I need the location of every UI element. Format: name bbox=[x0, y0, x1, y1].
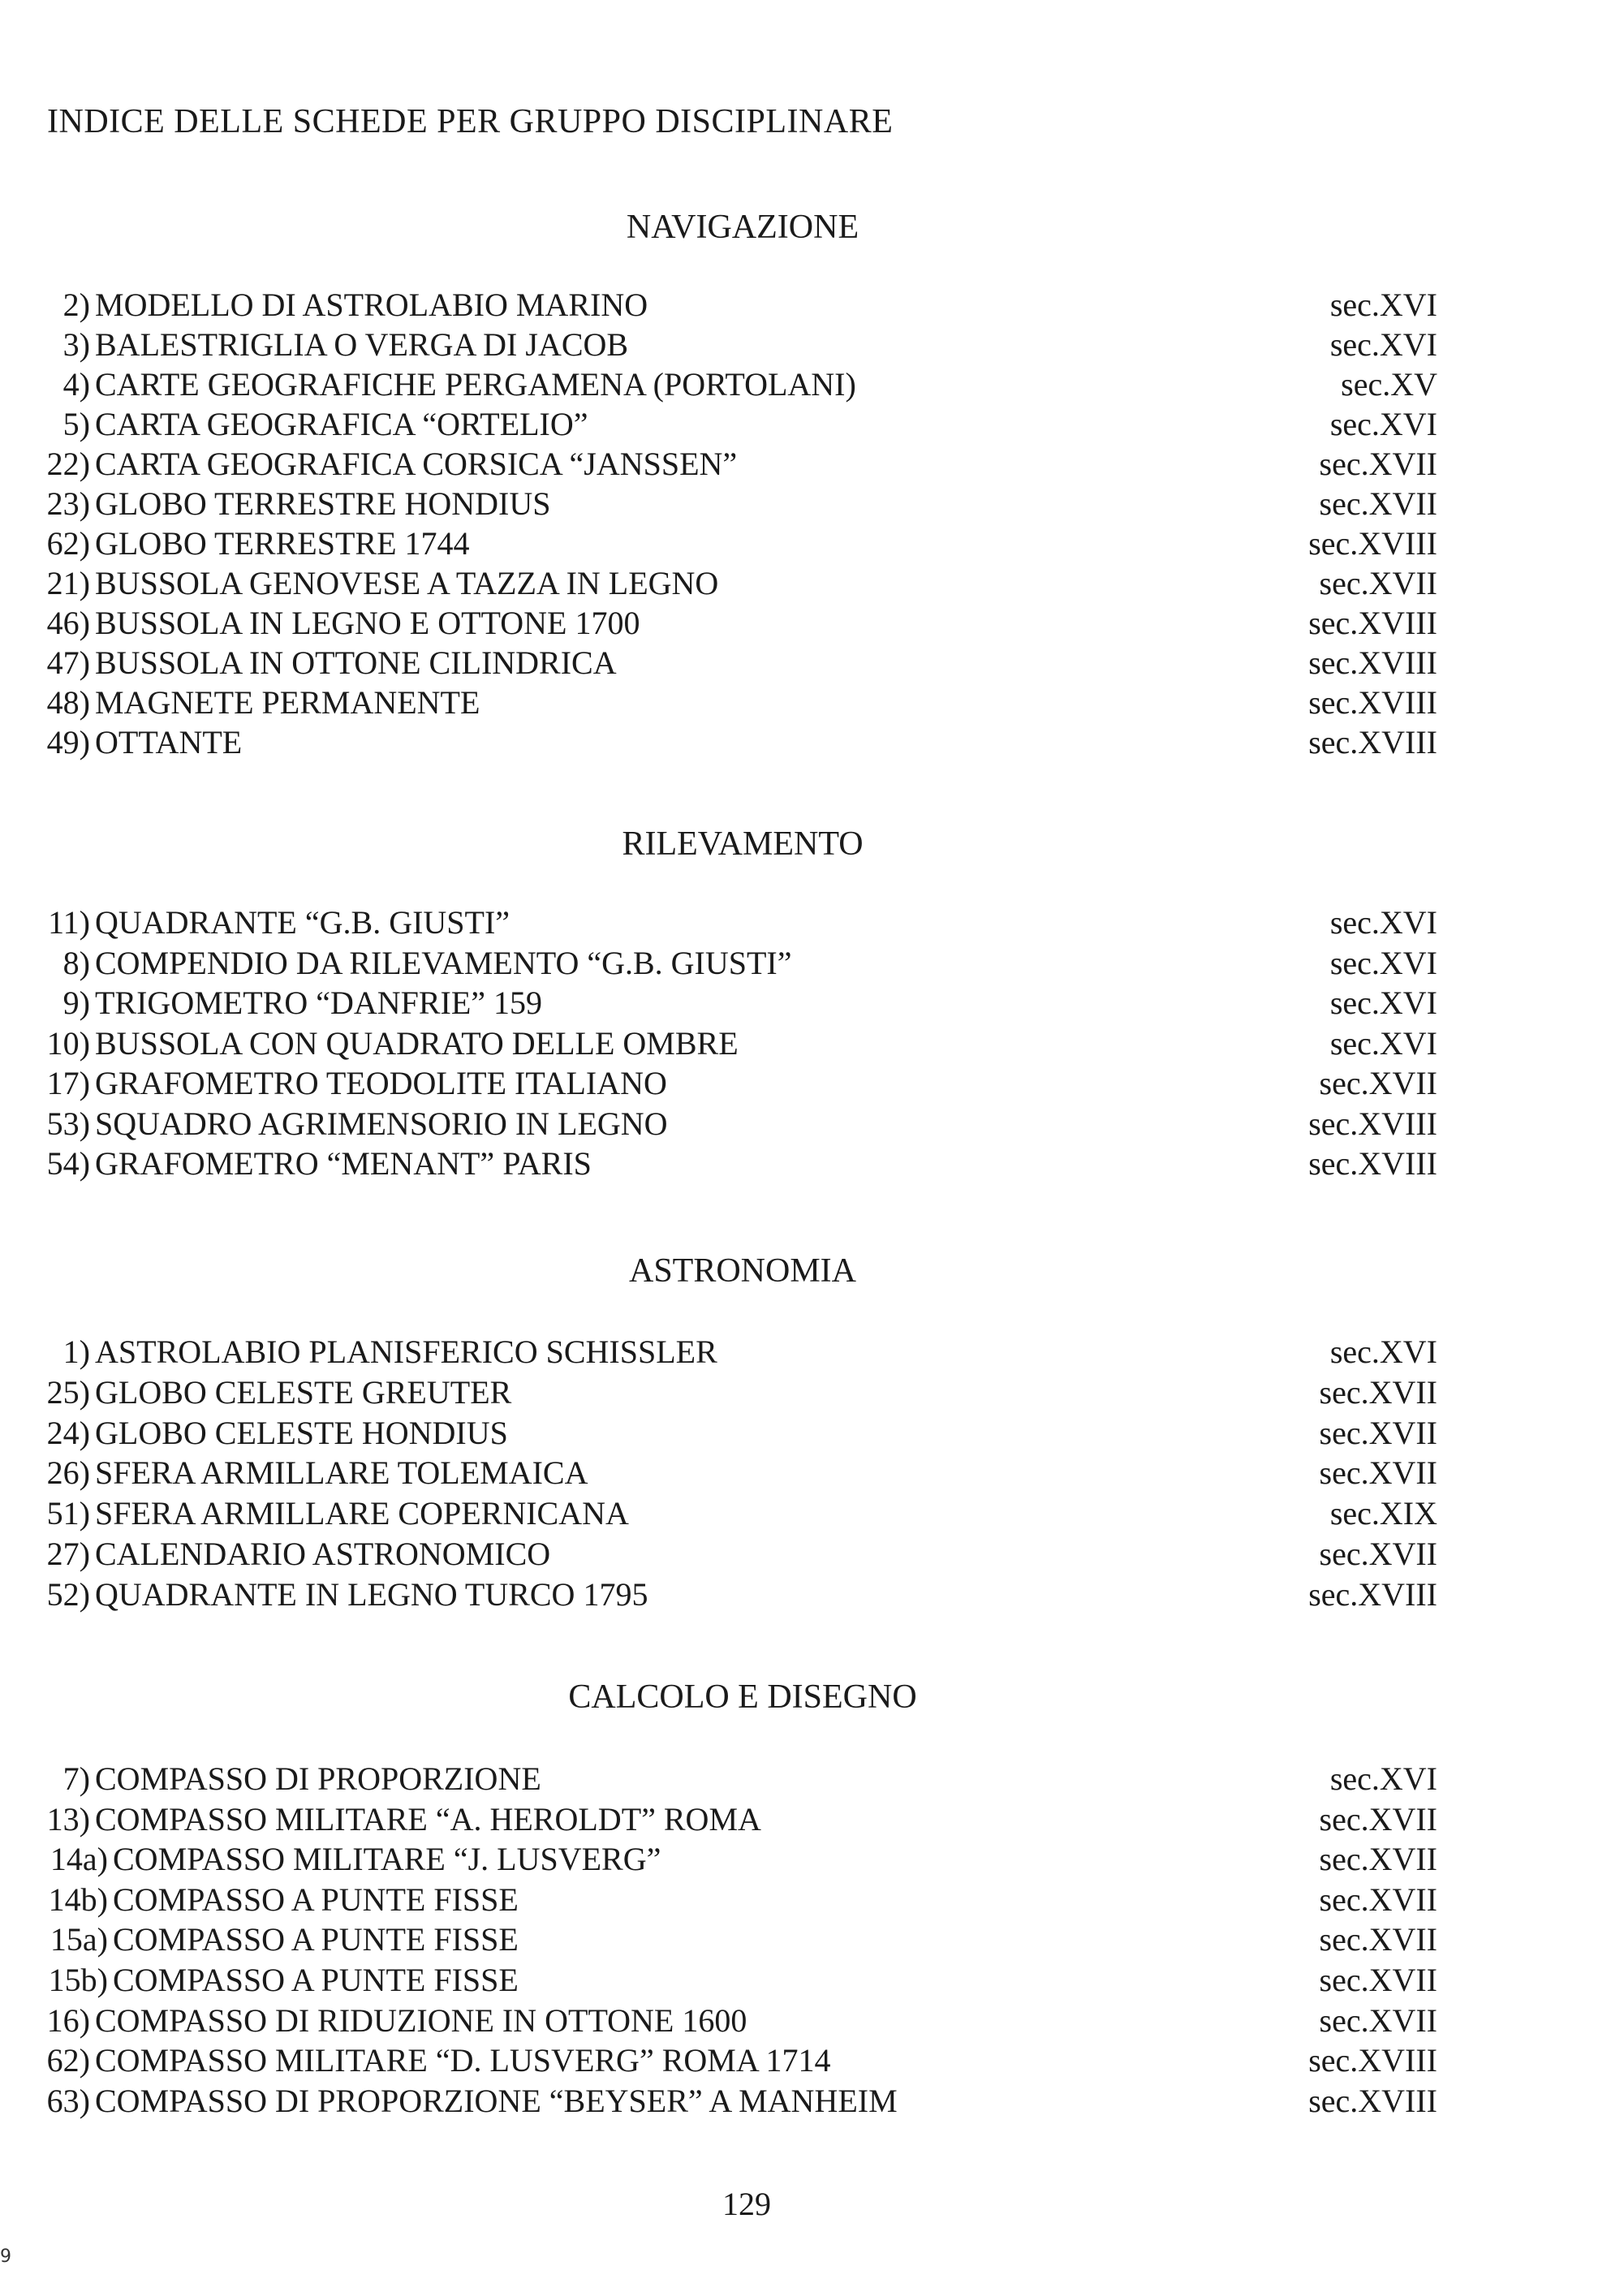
entry-number: 15a) bbox=[50, 1921, 108, 1958]
entry-number: 24) bbox=[46, 1414, 90, 1451]
index-entry bbox=[0, 1494, 1624, 1535]
entry-name: SFERA ARMILLARE TOLEMAICA bbox=[95, 1454, 588, 1492]
entry-name: CARTE GEOGRAFICHE PERGAMENA (PORTOLANI) bbox=[95, 366, 856, 403]
index-entry bbox=[0, 644, 1624, 684]
entry-name: GRAFOMETRO TEODOLITE ITALIANO bbox=[95, 1065, 667, 1101]
entry-number: 22) bbox=[46, 446, 90, 482]
entry-name: COMPASSO A PUNTE FISSE bbox=[113, 1962, 519, 1998]
entry-number: 9) bbox=[62, 984, 90, 1021]
entry-number: 2) bbox=[62, 286, 90, 323]
entry-number: 3) bbox=[62, 326, 90, 363]
entry-century: sec.XVI bbox=[1329, 904, 1437, 941]
entry-number: 48) bbox=[46, 684, 90, 721]
entry-century: sec.XVII bbox=[1319, 1962, 1437, 1998]
entry-name: COMPASSO A PUNTE FISSE bbox=[113, 1921, 519, 1958]
section-heading: NAVIGAZIONE bbox=[626, 209, 859, 246]
entry-century: sec.XVII bbox=[1319, 1414, 1437, 1451]
entry-century: sec.XVIII bbox=[1308, 1105, 1437, 1142]
entry-number: 51) bbox=[46, 1495, 90, 1532]
index-entry bbox=[0, 1414, 1624, 1454]
index-entry bbox=[0, 1535, 1624, 1575]
entry-century: sec.XVII bbox=[1319, 565, 1437, 601]
entry-name: COMPASSO MILITARE “D. LUSVERG” ROMA 1714 bbox=[95, 2042, 831, 2079]
index-entry bbox=[0, 944, 1624, 984]
entry-name: COMPENDIO DA RILEVAMENTO “G.B. GIUSTI” bbox=[95, 944, 792, 981]
index-entry bbox=[0, 524, 1624, 565]
index-entry bbox=[0, 1064, 1624, 1105]
entry-name: COMPASSO A PUNTE FISSE bbox=[113, 1881, 519, 1918]
entry-number: 8) bbox=[62, 944, 90, 981]
entry-century: sec.XVII bbox=[1319, 1800, 1437, 1837]
entry-century: sec.XVIII bbox=[1308, 1575, 1437, 1613]
index-entry bbox=[0, 365, 1624, 406]
index-entry bbox=[0, 1920, 1624, 1961]
entry-number: 54) bbox=[46, 1145, 90, 1182]
page-number: 129 bbox=[722, 2186, 771, 2222]
index-entry bbox=[0, 1024, 1624, 1065]
index-entry bbox=[0, 445, 1624, 485]
entry-number: 63) bbox=[46, 2082, 90, 2119]
entry-century: sec.XVII bbox=[1319, 1373, 1437, 1411]
entry-number: 25) bbox=[46, 1373, 90, 1411]
entry-number: 21) bbox=[46, 565, 90, 601]
entry-number: 27) bbox=[46, 1536, 90, 1572]
entry-number: 17) bbox=[46, 1065, 90, 1101]
entry-name: BUSSOLA GENOVESE A TAZZA IN LEGNO bbox=[95, 565, 719, 601]
entry-century: sec.XVIII bbox=[1308, 2042, 1437, 2079]
entry-century: sec.XVI bbox=[1329, 1760, 1437, 1797]
entry-name: BUSSOLA IN OTTONE CILINDRICA bbox=[95, 644, 617, 681]
entry-century: sec.XVII bbox=[1319, 1065, 1437, 1101]
index-entry bbox=[0, 325, 1624, 366]
entry-name: SFERA ARMILLARE COPERNICANA bbox=[95, 1495, 629, 1532]
index-entry bbox=[0, 604, 1624, 644]
entry-name: ASTROLABIO PLANISFERICO SCHISSLER bbox=[95, 1333, 717, 1370]
entry-name: SQUADRO AGRIMENSORIO IN LEGNO bbox=[95, 1105, 668, 1142]
entry-century: sec.XVIII bbox=[1308, 684, 1437, 721]
entry-name: CALENDARIO ASTRONOMICO bbox=[95, 1536, 551, 1572]
entry-name: GLOBO CELESTE HONDIUS bbox=[95, 1414, 508, 1451]
entry-name: GLOBO CELESTE GREUTER bbox=[95, 1373, 512, 1411]
entry-century: sec.XVI bbox=[1329, 1333, 1437, 1370]
index-entry bbox=[0, 2001, 1624, 2042]
entry-century: sec.XVII bbox=[1319, 485, 1437, 522]
entry-century: sec.XVI bbox=[1329, 286, 1437, 323]
entry-name: QUADRANTE “G.B. GIUSTI” bbox=[95, 904, 510, 941]
entry-number: 62) bbox=[46, 2042, 90, 2079]
index-entry bbox=[0, 1454, 1624, 1494]
section-heading: CALCOLO E DISEGNO bbox=[568, 1678, 917, 1716]
entry-number: 49) bbox=[46, 724, 90, 760]
entry-name: COMPASSO MILITARE “A. HEROLDT” ROMA bbox=[95, 1800, 761, 1837]
index-entry bbox=[0, 1800, 1624, 1841]
index-entry bbox=[0, 1961, 1624, 2001]
entry-name: QUADRANTE IN LEGNO TURCO 1795 bbox=[95, 1575, 648, 1613]
entry-number: 16) bbox=[46, 2001, 90, 2039]
entry-century: sec.XVI bbox=[1329, 1024, 1437, 1062]
index-entry bbox=[0, 723, 1624, 764]
entry-century: sec.XVIII bbox=[1308, 1145, 1437, 1182]
index-entry bbox=[0, 564, 1624, 605]
entry-century: sec.XVII bbox=[1319, 1536, 1437, 1572]
entry-name: COMPASSO DI PROPORZIONE bbox=[95, 1760, 541, 1797]
entry-number: 13) bbox=[46, 1800, 90, 1837]
entry-name: CARTA GEOGRAFICA “ORTELIO” bbox=[95, 406, 588, 442]
entry-number: 10) bbox=[46, 1024, 90, 1062]
index-entry bbox=[0, 1881, 1624, 1921]
entry-century: sec.XVII bbox=[1319, 1841, 1437, 1878]
index-entry bbox=[0, 1840, 1624, 1881]
index-entry bbox=[0, 984, 1624, 1024]
entry-number: 7) bbox=[62, 1760, 90, 1797]
index-entry bbox=[0, 1105, 1624, 1145]
entry-century: sec.XVI bbox=[1329, 984, 1437, 1021]
entry-century: sec.XVII bbox=[1319, 1454, 1437, 1492]
index-entry bbox=[0, 2041, 1624, 2082]
entry-number: 14b) bbox=[48, 1881, 108, 1918]
index-entry bbox=[0, 2082, 1624, 2122]
index-entry bbox=[0, 405, 1624, 446]
entry-century: sec.XVII bbox=[1319, 2001, 1437, 2039]
index-entry bbox=[0, 903, 1624, 944]
entry-century: sec.XVIII bbox=[1308, 2082, 1437, 2119]
index-entry bbox=[0, 1760, 1624, 1800]
entry-number: 15b) bbox=[48, 1962, 108, 1998]
index-entry bbox=[0, 1144, 1624, 1185]
entry-name: COMPASSO DI PROPORZIONE “BEYSER” A MANHEIM bbox=[95, 2082, 898, 2119]
entry-number: 26) bbox=[46, 1454, 90, 1492]
entry-century: sec.XV bbox=[1341, 366, 1437, 403]
entry-century: sec.XVI bbox=[1329, 406, 1437, 442]
index-entry bbox=[0, 286, 1624, 326]
entry-name: GLOBO TERRESTRE 1744 bbox=[95, 525, 470, 562]
page-title: INDICE DELLE SCHEDE PER GRUPPO DISCIPLINARE bbox=[47, 103, 894, 140]
entry-number: 46) bbox=[46, 605, 90, 641]
entry-name: MODELLO DI ASTROLABIO MARINO bbox=[95, 286, 648, 323]
entry-century: sec.XVIII bbox=[1308, 605, 1437, 641]
index-entry bbox=[0, 683, 1624, 724]
index-entry bbox=[0, 485, 1624, 525]
index-entry bbox=[0, 1333, 1624, 1373]
section-heading: RILEVAMENTO bbox=[622, 825, 864, 863]
entry-number: 4) bbox=[62, 366, 90, 403]
entry-name: BUSSOLA IN LEGNO E OTTONE 1700 bbox=[95, 605, 640, 641]
entry-number: 47) bbox=[46, 644, 90, 681]
entry-century: sec.XVII bbox=[1319, 1881, 1437, 1918]
index-entry bbox=[0, 1373, 1624, 1414]
entry-name: CARTA GEOGRAFICA CORSICA “JANSSEN” bbox=[95, 446, 738, 482]
entry-name: GLOBO TERRESTRE HONDIUS bbox=[95, 485, 551, 522]
entry-name: COMPASSO DI RIDUZIONE IN OTTONE 1600 bbox=[95, 2001, 747, 2039]
entry-name: BUSSOLA CON QUADRATO DELLE OMBRE bbox=[95, 1024, 739, 1062]
entry-century: sec.XIX bbox=[1329, 1495, 1437, 1532]
entry-number: 53) bbox=[46, 1105, 90, 1142]
section-heading: ASTRONOMIA bbox=[628, 1252, 856, 1290]
entry-century: sec.XVII bbox=[1319, 446, 1437, 482]
entry-century: sec.XVIII bbox=[1308, 724, 1437, 760]
entry-century: sec.XVIII bbox=[1308, 644, 1437, 681]
entry-number: 23) bbox=[46, 485, 90, 522]
entry-name: MAGNETE PERMANENTE bbox=[95, 684, 480, 721]
index-entry bbox=[0, 1575, 1624, 1616]
entry-century: sec.XVII bbox=[1319, 1921, 1437, 1958]
entry-number: 62) bbox=[46, 525, 90, 562]
entry-name: GRAFOMETRO “MENANT” PARIS bbox=[95, 1145, 592, 1182]
entry-number: 14a) bbox=[50, 1841, 108, 1878]
entry-number: 5) bbox=[62, 406, 90, 442]
entry-name: OTTANTE bbox=[95, 724, 243, 760]
entry-century: sec.XVI bbox=[1329, 944, 1437, 981]
entry-century: sec.XVIII bbox=[1308, 525, 1437, 562]
entry-century: sec.XVI bbox=[1329, 326, 1437, 363]
entry-name: COMPASSO MILITARE “J. LUSVERG” bbox=[113, 1841, 661, 1878]
entry-number: 1) bbox=[62, 1333, 90, 1370]
entry-name: TRIGOMETRO “DANFRIE” 159 bbox=[95, 984, 543, 1021]
entry-name: BALESTRIGLIA O VERGA DI JACOB bbox=[95, 326, 629, 363]
entry-number: 52) bbox=[46, 1575, 90, 1613]
corner-mark: 9 bbox=[0, 2247, 11, 2267]
entry-number: 11) bbox=[48, 904, 90, 941]
